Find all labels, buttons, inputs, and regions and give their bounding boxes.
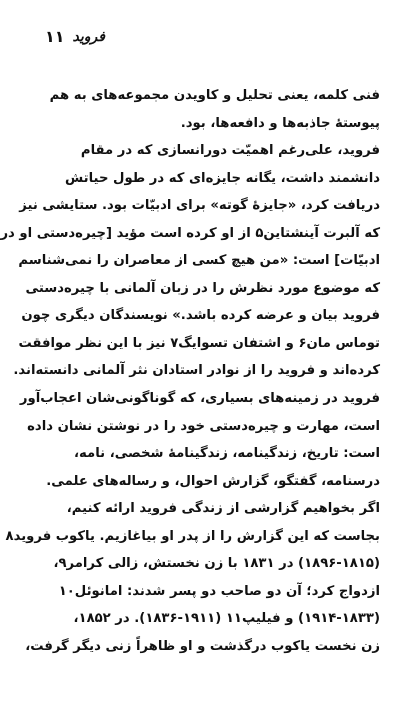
- text-line-18: (۱۸۹۶-۱۸۱۵) در ۱۸۳۱ با زن نخستش، زالی کرامر۹،: [53, 556, 380, 572]
- running-title: فروید: [72, 29, 105, 45]
- text-line-5: دریافت کرد، «جایزهٔ گوته» برای ادبیّات بود. ستایشی نیز: [19, 198, 380, 214]
- text-line-12: فروید در زمینه‌های بسیاری، که گوناگونی‌شان اعجاب‌آور: [19, 391, 380, 407]
- text-line-7: ادبیّات] است: «من هیچ کسی از معاصران را نمی‌شناسم: [18, 253, 380, 269]
- text-line-1: فنی کلمه، یعنی تحلیل و کاویدن مجموعه‌های به هم: [49, 88, 380, 103]
- text-line-21: زن نخست یاکوب درگذشت و او ظاهراً زنی دیگر گرفت،: [25, 638, 380, 654]
- text-line-19: ازدواج کرد؛ آن دو صاحب دو پسر شدند: امانوئل۱۰: [58, 583, 380, 599]
- text-line-17: بجاست که این گزارش را از پدر او بیاغازیم. یاکوب فروید۸: [5, 528, 380, 544]
- running-head: [45, 26, 376, 48]
- text-line-3: فروید، علی‌رغم اهمیّت دورانسازی که در مقام: [80, 143, 380, 159]
- body-text: [0, 82, 380, 660]
- text-line-13: است، مهارت و چیره‌دستی خود را در نوشتن نشان داده: [27, 418, 380, 434]
- text-line-14: است: تاریخ، زندگینامه، زندگینامهٔ شخصی، نامه،: [74, 446, 380, 462]
- text-line-11: کرده‌اند و فروید را از نوادر استادان نثر آلمانی دانسته‌اند.: [13, 363, 380, 379]
- text-line-2: پیوستهٔ جاذبه‌ها و دافعه‌ها، بود.: [180, 115, 380, 131]
- text-line-15: درسنامه، گفتگو، گزارش احوال، و رساله‌های علمی.: [46, 473, 380, 489]
- text-line-16: اگر بخواهیم گزارشی از زندگی فروید ارائه کنیم،: [66, 501, 380, 517]
- text-line-9: فروید بیان و عرضه کرده باشد.» نویسندگان دیگری چون: [21, 308, 380, 324]
- text-line-10: توماس مان۶ و اشتفان تسوایگ۷ نیز با این نظر موافقت: [18, 335, 380, 351]
- page-number: ۱۱: [45, 27, 65, 46]
- text-line-8: که موضوع مورد نظرش را در زبان آلمانی با چیره‌دستی: [25, 280, 380, 296]
- text-line-4: دانشمند داشت، یگانه جایزه‌ای که در طول حیاتش: [65, 170, 380, 186]
- text-line-20: (۱۹۱۴-۱۸۳۳) و فیلیپ۱۱ (۱۹۱۱-۱۸۳۶). در ۱۸۵۲،: [73, 611, 380, 627]
- text-line-6: که آلبرت آینشتاین۵ از او کرده است مؤید [چیره‌دستی او در: [0, 225, 380, 241]
